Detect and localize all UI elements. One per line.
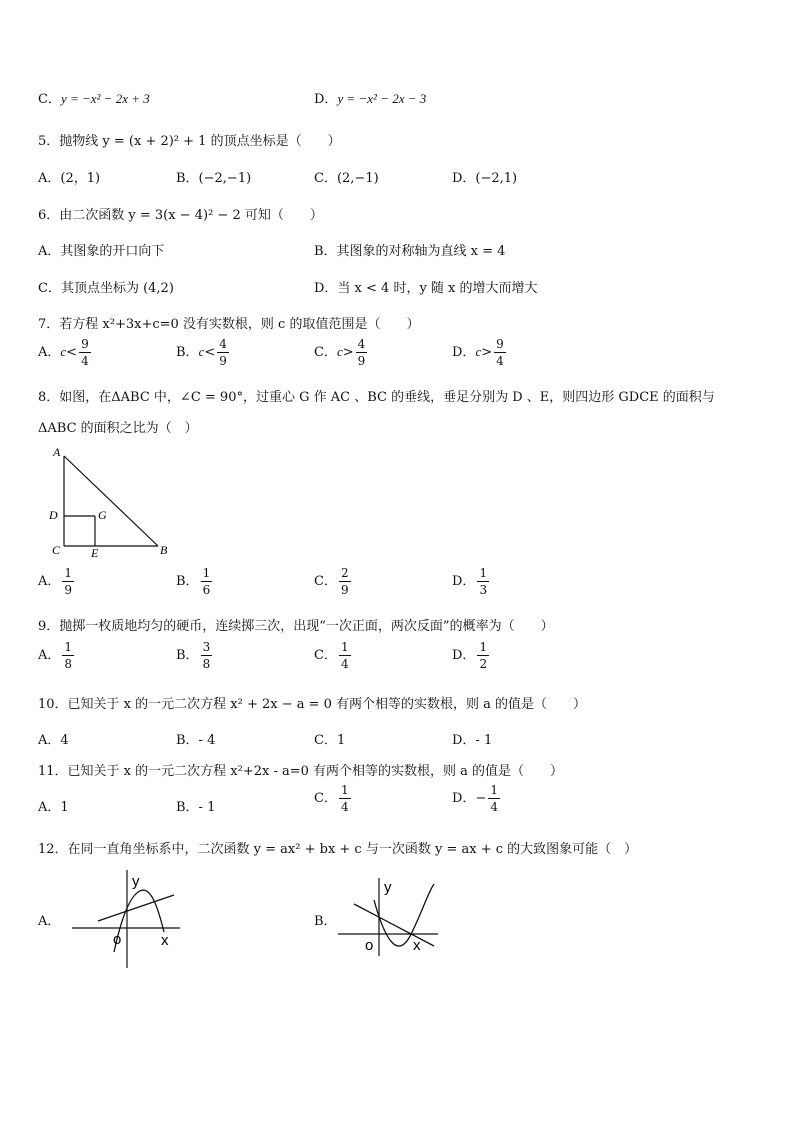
label-a: A (53, 445, 61, 459)
q11-option-a: A．1 (38, 800, 69, 815)
q7-option-a: A．c< $\frac{9}{4}$ (38, 337, 89, 368)
label-b: B (160, 543, 168, 557)
q11-question: 11．已知关于 x 的一元二次方程 x²+2x - a=0 有两个相等的实数根，则 a 的值是（ ） (38, 764, 564, 779)
q9-option-b: B． $\frac{3}{8}$ (176, 640, 211, 671)
fraction: $\frac{1}{9}$ (64, 566, 73, 597)
q7-question: 7．若方程 x²+3x+c=0 没有实数根，则 c 的取值范围是（ ） (38, 317, 420, 332)
q7-option-b: B．c< $\frac{4}{9}$ (176, 337, 227, 368)
fraction: $\frac{9}{4}$ (81, 337, 89, 368)
q6-option-c: C．其顶点坐标为 (4,2) (38, 281, 174, 296)
q8-option-d: D． $\frac{1}{3}$ (452, 566, 488, 597)
fraction: $\frac{2}{9}$ (340, 566, 349, 597)
q12-question: 12．在同一直角坐标系中，二次函数 y = ax² + bx + c 与一次函数 y = ax + c 的大致图象可能（ ） (38, 842, 638, 857)
fraction: $\frac{1}{6}$ (202, 566, 211, 597)
label-g: G (98, 508, 107, 522)
label-e: E (91, 546, 99, 560)
q8-question-line2: ΔABC 的面积之比为（ ） (38, 421, 198, 436)
q9-option-d: D． $\frac{1}{2}$ (452, 640, 488, 671)
q11-option-d: D．− $\frac{1}{4}$ (452, 783, 498, 814)
q10-option-d: D．- 1 (452, 733, 493, 748)
q10-option-b: B．- 4 (176, 733, 216, 748)
q11-option-c: C． $\frac{1}{4}$ (314, 783, 349, 814)
q7-option-c: C．c> $\frac{4}{9}$ (314, 337, 366, 368)
axis-x-label: x (413, 937, 421, 954)
q6-option-b: B．其图象的对称轴为直线 x = 4 (314, 244, 506, 259)
parabola-curve (374, 884, 434, 946)
q12-graph-a (68, 866, 188, 972)
fraction: $\frac{4}{9}$ (219, 337, 227, 368)
q5-option-a: A．(2，1) (38, 171, 101, 186)
parabola-curve (114, 890, 164, 952)
q10-question: 10．已知关于 x 的一元二次方程 x² + 2x − a = 0 有两个相等的实数根，则 a 的值是（ ） (38, 697, 587, 712)
linear-line (98, 895, 174, 921)
axis-x-label: x (161, 932, 169, 949)
label-d: D (49, 508, 58, 522)
q8-question-line1: 8．如图，在ΔABC 中，∠C = 90°，过重心 G 作 AC 、BC 的垂线，垂足分别为 D 、E，则四边形 GDCE 的面积与 (38, 390, 715, 405)
q6-question: 6．由二次函数 y = 3(x − 4)² − 2 可知（ ） (38, 208, 323, 223)
q5-option-c: C．(2,−1) (314, 171, 379, 186)
q11-option-b: B．- 1 (176, 800, 216, 815)
q5-question: 5．抛物线 y = (x + 2)² + 1 的顶点坐标是（ ） (38, 134, 341, 149)
q9-question: 9．抛掷一枚质地均匀的硬币，连续掷三次，出现“一次正面，两次反面”的概率为（ ） (38, 619, 554, 634)
q5-option-b: B．(−2,−1) (176, 171, 252, 186)
axis-y-label: y (132, 873, 140, 890)
q12-option-a-label: A． (38, 914, 61, 929)
fraction: $\frac{1}{4}$ (490, 783, 498, 814)
q10-option-a: A．4 (38, 733, 69, 748)
q5-option-d: D．(−2,1) (452, 171, 518, 186)
q7-option-d: D．c> $\frac{9}{4}$ (452, 337, 504, 368)
q6-option-a: A．其图象的开口向下 (38, 244, 165, 259)
side-ab (64, 456, 158, 546)
axis-y-label: y (384, 879, 392, 896)
q8-option-a: A． $\frac{1}{9}$ (38, 566, 73, 597)
q12-graph-b (334, 874, 446, 958)
q8-option-b: B． $\frac{1}{6}$ (176, 566, 211, 597)
fraction: $\frac{9}{4}$ (496, 337, 504, 368)
q12-option-b-label: B． (314, 914, 337, 929)
fraction: $\frac{1}{2}$ (479, 640, 488, 671)
origin-label: o (365, 937, 374, 954)
q4-option-c: C．y = −x² − 2x + 3 (38, 91, 150, 107)
fraction: $\frac{1}{4}$ (340, 783, 349, 814)
origin-label: o (113, 931, 122, 948)
fraction: $\frac{1}{3}$ (479, 566, 488, 597)
fraction: $\frac{3}{8}$ (202, 640, 211, 671)
q9-option-a: A． $\frac{1}{8}$ (38, 640, 73, 671)
q8-triangle-figure (40, 442, 180, 562)
q6-option-d: D．当 x < 4 时，y 随 x 的增大而增大 (314, 281, 538, 296)
q9-option-c: C． $\frac{1}{4}$ (314, 640, 349, 671)
label-c: C (52, 543, 61, 557)
q4-option-d: D．y = −x² − 2x − 3 (314, 91, 427, 107)
q8-option-c: C． $\frac{2}{9}$ (314, 566, 349, 597)
fraction: $\frac{1}{8}$ (64, 640, 73, 671)
q10-option-c: C．1 (314, 733, 346, 748)
fraction: $\frac{1}{4}$ (340, 640, 349, 671)
fraction: $\frac{4}{9}$ (357, 337, 366, 368)
